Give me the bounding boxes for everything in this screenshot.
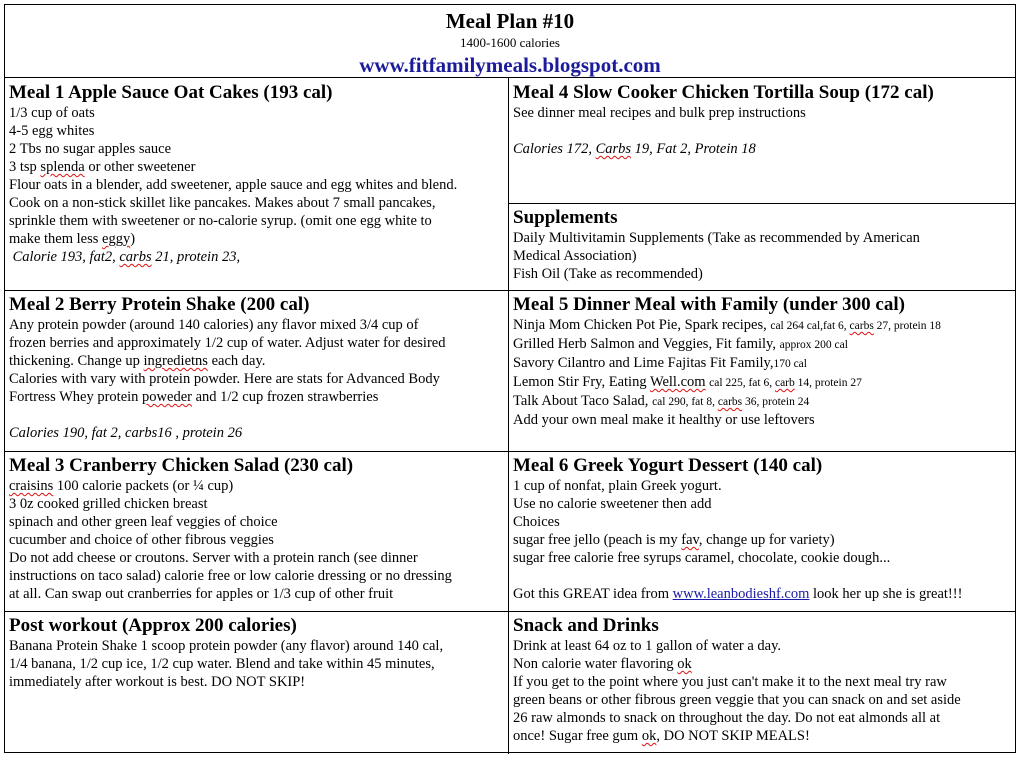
spellcheck-word: craisins bbox=[9, 478, 54, 494]
meal-3-line: at all. Can swap out cranberries for apples or 1/3 cup of other fruit bbox=[9, 586, 394, 602]
meal-3-cell bbox=[5, 452, 508, 611]
meal-5-cell bbox=[509, 291, 1016, 451]
meal-1-cell bbox=[5, 79, 508, 290]
meal-3-line: spinach and other green leaf veggies of choice bbox=[9, 514, 278, 530]
meal-5-option: Grilled Herb Salmon and Veggies, Fit family, approx 200 cal bbox=[513, 336, 848, 352]
spellcheck-word: ok bbox=[641, 728, 657, 744]
snack-line: Non calorie water flavoring ok bbox=[513, 656, 692, 672]
meal-2-line: Calories with vary with protein powder. Here are stats for Advanced Body bbox=[9, 371, 440, 387]
snack-heading: Snack and Drinks bbox=[513, 615, 659, 636]
page-title: Meal Plan #10 bbox=[445, 9, 575, 33]
snack-line: If you get to the point where you just can't make it to the next meal try raw bbox=[513, 674, 947, 690]
meal-2-line: frozen berries and approximately 1/2 cup of water. Adjust water for desired bbox=[9, 335, 446, 351]
meal-2-line: thickening. Change up ingredietns each day. bbox=[9, 353, 266, 369]
spellcheck-word: carbs bbox=[849, 320, 874, 332]
meal-6-heading: Meal 6 Greek Yogurt Dessert (140 cal) bbox=[513, 455, 823, 476]
snack-cell bbox=[509, 612, 1016, 753]
meal-5-line: Add your own meal make it healthy or use leftovers bbox=[513, 412, 815, 428]
meal-1-line: sprinkle them with sweetener or no-calorie syrup. (omit one egg white to bbox=[9, 213, 432, 229]
meal-2-heading: Meal 2 Berry Protein Shake (200 cal) bbox=[9, 294, 310, 315]
meal-2-line: Fortress Whey protein poweder and 1/2 cup frozen strawberries bbox=[9, 389, 379, 405]
meal-1-line: Cook on a non-stick skillet like pancakes. Makes about 7 small pancakes, bbox=[9, 195, 436, 211]
blog-url: www.fitfamilymeals.blogspot.com bbox=[359, 53, 661, 77]
blank-line bbox=[513, 567, 1012, 585]
snack-line: 26 raw almonds to snack on throughout the day. Do not eat almonds all at bbox=[513, 710, 941, 726]
meal-6-cell bbox=[509, 452, 1016, 611]
spellcheck-word: Carbs bbox=[595, 141, 632, 157]
header bbox=[5, 5, 1015, 78]
meal-5-option: Lemon Stir Fry, Eating Well.com cal 225, fat 6, carb 14, protein 27 bbox=[513, 374, 862, 390]
meal-5-option: Ninja Mom Chicken Pot Pie, Spark recipes, cal 264 cal,fat 6, carbs 27, protein 18 bbox=[513, 317, 941, 333]
meal-3-line: Do not add cheese or croutons. Server with a protein ranch (see dinner bbox=[9, 550, 418, 566]
meal-6-line: Use no calorie sweetener then add bbox=[513, 496, 712, 512]
supplements-cell bbox=[509, 204, 1016, 290]
snack-line: once! Sugar free gum ok, DO NOT SKIP MEALS! bbox=[513, 728, 810, 744]
meal-3-line: 3 0z cooked grilled chicken breast bbox=[9, 496, 208, 512]
blank-line bbox=[513, 122, 1012, 140]
meal-3-line: instructions on taco salad) calorie free or low calorie dressing or no dressing bbox=[9, 568, 452, 584]
meal-plan-table bbox=[4, 4, 1016, 753]
blank-line bbox=[9, 406, 504, 424]
meal-1-line: 2 Tbs no sugar apples sauce bbox=[9, 141, 172, 157]
meal-2-line: Any protein powder (around 140 calories) any flavor mixed 3/4 cup of bbox=[9, 317, 419, 333]
spellcheck-word: carb bbox=[774, 377, 795, 389]
supplements-line: Medical Association) bbox=[513, 248, 637, 264]
meal-6-line: sugar free jello (peach is my fav, change up for variety) bbox=[513, 532, 835, 548]
meal-5-option: Talk About Taco Salad, cal 290, fat 8, carbs 36, protein 24 bbox=[513, 393, 810, 409]
supplements-line: Fish Oil (Take as recommended) bbox=[513, 266, 703, 282]
meal-1-line: 1/3 cup of oats bbox=[9, 105, 95, 121]
meal-1-line: 3 tsp splenda or other sweetener bbox=[9, 159, 196, 175]
spellcheck-word: ok bbox=[677, 656, 692, 672]
leanbodies-link[interactable]: www.leanbodieshf.com bbox=[672, 586, 810, 602]
meal-6-line: sugar free calorie free syrups caramel, chocolate, cookie dough... bbox=[513, 550, 891, 566]
meal-2-nutrition: Calories 190, fat 2, carbs16 , protein 26 bbox=[9, 425, 243, 441]
meal-4-cell bbox=[509, 79, 1016, 203]
meal-1-nutrition: Calorie 193, fat2, carbs 21, protein 23, bbox=[9, 249, 241, 265]
meal-6-line: Got this GREAT idea from www.leanbodieshf.com look her up she is great!!! bbox=[513, 586, 963, 602]
snack-line: green beans or other fibrous green veggie that you can snack on and set aside bbox=[513, 692, 961, 708]
supplements-line: Daily Multivitamin Supplements (Take as recommended by American bbox=[513, 230, 920, 246]
meal-3-line: craisins 100 calorie packets (or ¼ cup) bbox=[9, 478, 234, 494]
meal-3-heading: Meal 3 Cranberry Chicken Salad (230 cal) bbox=[9, 455, 354, 476]
spellcheck-word: poweder bbox=[142, 389, 192, 405]
supplements-heading: Supplements bbox=[513, 207, 618, 228]
spellcheck-word: fav bbox=[681, 532, 699, 548]
post-workout-line: immediately after workout is best. DO NOT SKIP! bbox=[9, 674, 306, 690]
post-workout-heading: Post workout (Approx 200 calories) bbox=[9, 615, 297, 636]
snack-line: Drink at least 64 oz to 1 gallon of water a day. bbox=[513, 638, 782, 654]
calorie-range: 1400-1600 calories bbox=[459, 35, 560, 50]
meal-4-heading: Meal 4 Slow Cooker Chicken Tortilla Soup (172 cal) bbox=[513, 82, 934, 103]
meal-1-line: make them less eggy) bbox=[9, 231, 136, 247]
meal-5-heading: Meal 5 Dinner Meal with Family (under 300 cal) bbox=[513, 294, 905, 315]
meal-1-line: 4-5 egg whites bbox=[9, 123, 95, 139]
post-workout-line: Banana Protein Shake 1 scoop protein powder (any flavor) around 140 cal, bbox=[9, 638, 444, 654]
spellcheck-word: carbs bbox=[717, 396, 743, 408]
spellcheck-word: ingredietns bbox=[143, 353, 208, 369]
meal-4-nutrition: Calories 172, Carbs 19, Fat 2, Protein 18 bbox=[513, 141, 756, 157]
meal-6-line: 1 cup of nonfat, plain Greek yogurt. bbox=[513, 478, 722, 494]
meal-1-line: Flour oats in a blender, add sweetener, apple sauce and egg whites and blend. bbox=[9, 177, 458, 193]
meal-3-line: cucumber and choice of other fibrous veggies bbox=[9, 532, 274, 548]
spellcheck-word: carbs bbox=[119, 249, 152, 265]
spellcheck-word: eggy bbox=[102, 231, 131, 247]
meal-5-option: Savory Cilantro and Lime Fajitas Fit Family,170 cal bbox=[513, 355, 807, 371]
spellcheck-word: Well.com bbox=[649, 374, 706, 390]
spellcheck-word: splenda bbox=[40, 159, 85, 175]
meal-2-cell bbox=[5, 291, 508, 451]
post-workout-line: 1/4 banana, 1/2 cup ice, 1/2 cup water. Blend and take within 45 minutes, bbox=[9, 656, 435, 672]
post-workout-cell bbox=[5, 612, 508, 753]
meal-6-line: Choices bbox=[513, 514, 560, 530]
meal-1-heading: Meal 1 Apple Sauce Oat Cakes (193 cal) bbox=[9, 82, 333, 103]
meal-4-line: See dinner meal recipes and bulk prep instructions bbox=[513, 105, 806, 121]
